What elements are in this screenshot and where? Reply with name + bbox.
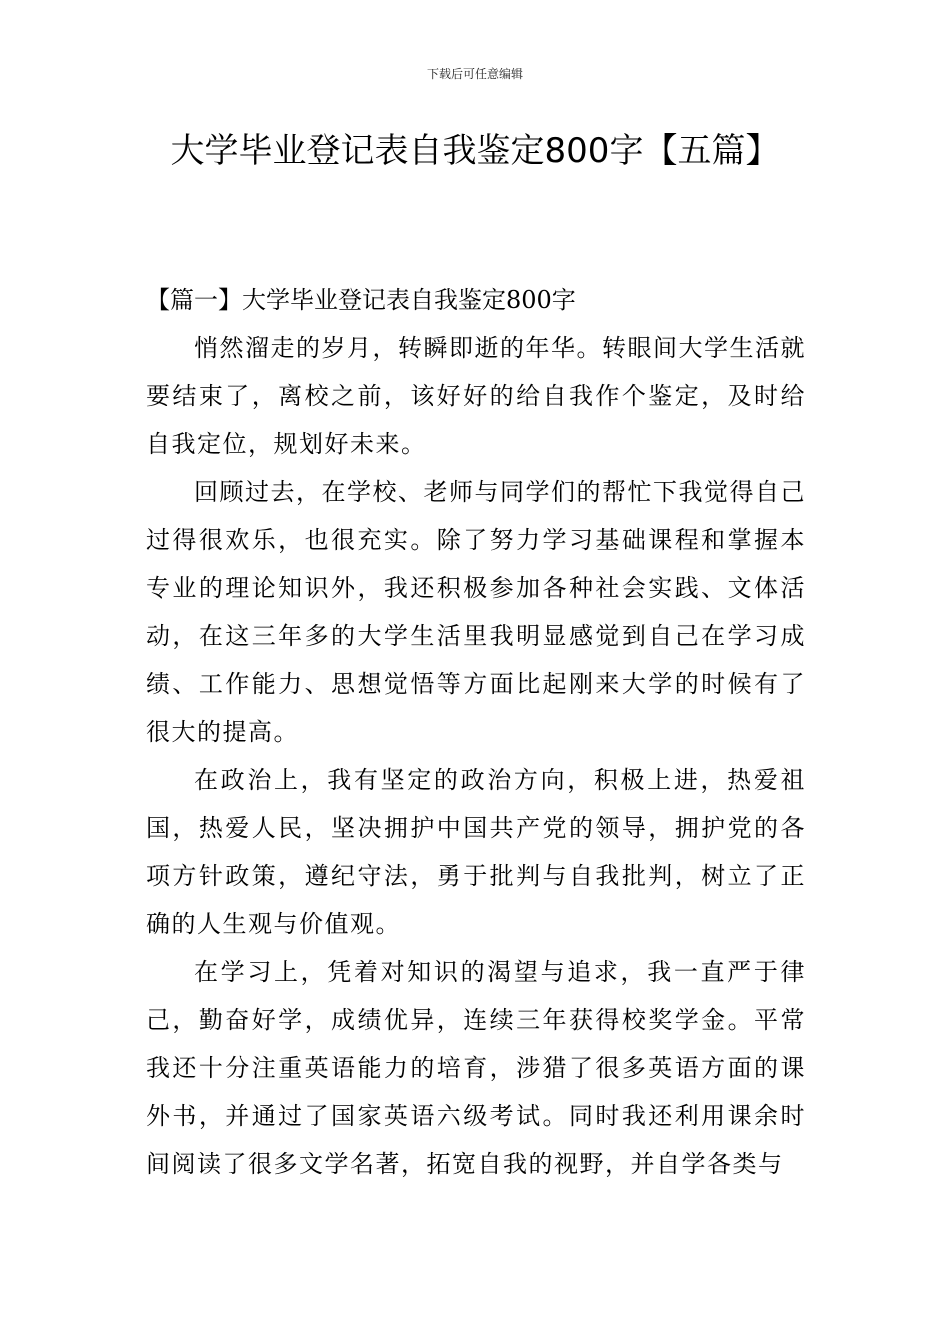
paragraph-3: 在政治上，我有坚定的政治方向，积极上进，热爱祖国，热爱人民，坚决拥护中国共产党的领导，拥护党的各项方针政策，遵纪守法，勇于批判与自我批判，树立了正确的人生观与价值观。 <box>146 766 806 938</box>
paragraph-4: 在学习上，凭着对知识的渴望与追求，我一直严于律己，勤奋好学，成绩优异，连续三年获得校奖学金。平常我还十分注重英语能力的培育，涉猎了很多英语方面的课外书，并通过了国家英语六级考试。同时我还利用课余时间阅读了很多文学名著，拓宽自我的视野，并自学各类与 <box>146 958 806 1178</box>
document-title: 大学毕业登记表自我鉴定800字【五篇】 <box>170 131 780 171</box>
page-header-note: 下载后可任意编辑 <box>426 67 523 81</box>
paragraph-1: 悄然溜走的岁月，转瞬即逝的年华。转眼间大学生活就要结束了，离校之前，该好好的给自我作个鉴定，及时给自我定位，规划好未来。 <box>146 334 806 458</box>
document-body <box>146 276 806 1188</box>
paragraph-2: 回顾过去，在学校、老师与同学们的帮忙下我觉得自己过得很欢乐，也很充实。除了努力学习基础课程和掌握本专业的理论知识外，我还积极参加各种社会实践、文体活动，在这三年多的大学生活里我明显感觉到自己在学习成绩、工作能力、思想觉悟等方面比起刚来大学的时候有了很大的提高。 <box>146 478 806 746</box>
section-heading: 【篇一】大学毕业登记表自我鉴定800字 <box>146 286 576 314</box>
